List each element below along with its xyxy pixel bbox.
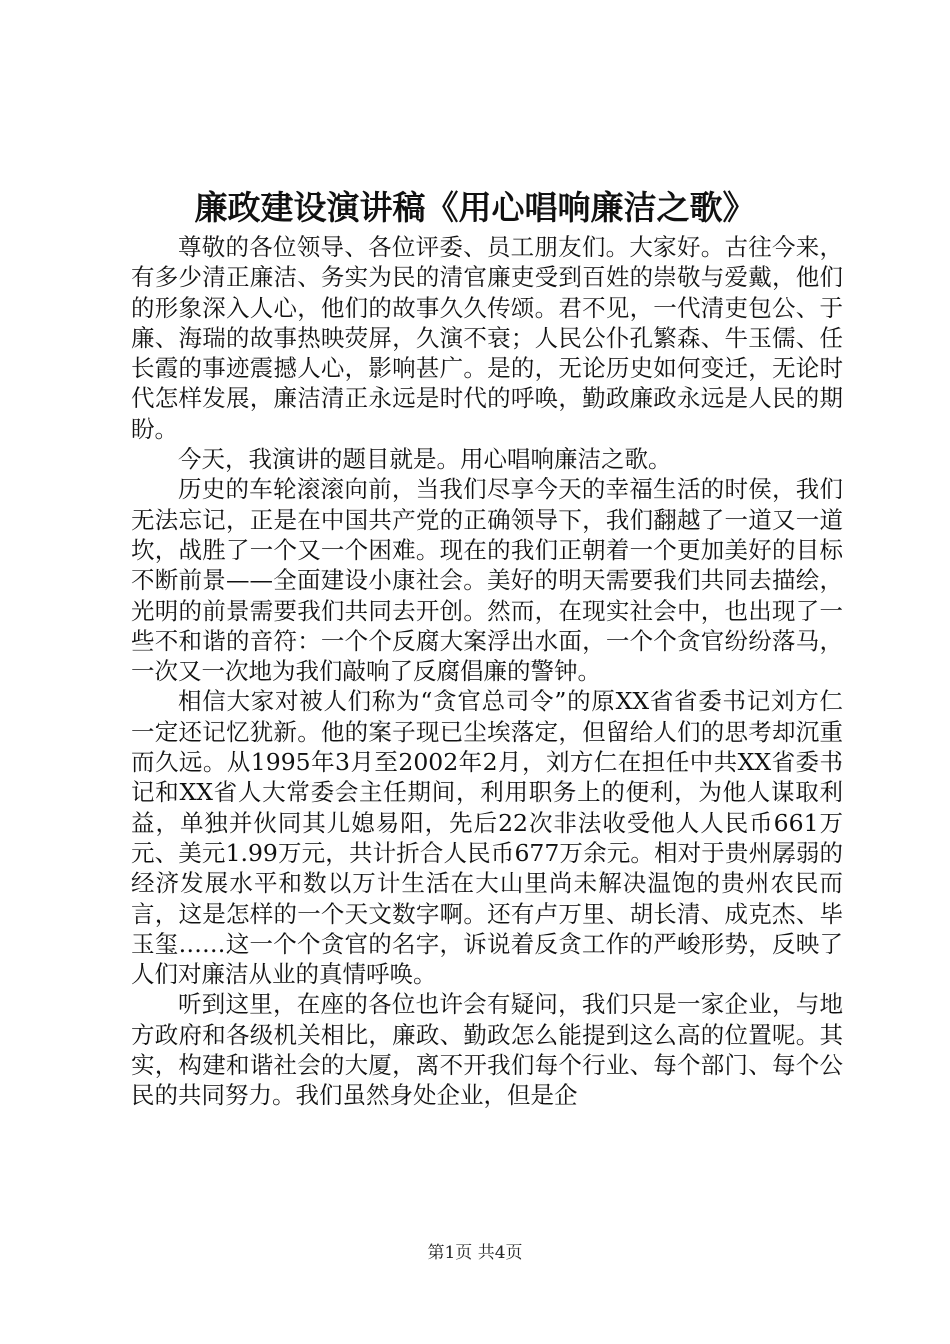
paragraph: 历史的车轮滚滚向前，当我们尽享今天的幸福生活的时侯，我们无法忘记，正是在中国共产党的正确领导下，我们翻越了一道又一道坎，战胜了一个又一个困难。现在的我们正朝着一个更加美好的目标不断前景——全面建设小康社会。美好的明天需要我们共同去描绘，光明的前景需要我们共同去开创。然而，在现实社会中，也出现了一些不和谐的音符：一个个反腐大案浮出水面，一个个贪官纷纷落马，一次又一次地为我们敲响了反腐倡廉的警钟。 <box>131 475 843 686</box>
document-body <box>131 232 843 1111</box>
document-title: 廉政建设演讲稿《用心唱响廉洁之歌》 <box>194 188 756 227</box>
paragraph: 今天，我演讲的题目就是。用心唱响廉洁之歌。 <box>178 445 672 474</box>
paragraph: 尊敬的各位领导、各位评委、员工朋友们。大家好。古往今来，有多少清正廉洁、务实为民的清官廉吏受到百姓的崇敬与爱戴，他们的形象深入人心，他们的故事久久传颂。君不见，一代清吏包公、于廉、海瑞的故事热映荧屏，久演不衰；人民公仆孔繁森、牛玉儒、任长霞的事迹震撼人心，影响甚广。是的，无论历史如何变迁，无论时代怎样发展，廉洁清正永远是时代的呼唤，勤政廉政永远是人民的期盼。 <box>131 233 843 443</box>
paragraph: 相信大家对被人们称为“贪官总司令”的原XX省省委书记刘方仁一定还记忆犹新。他的案子现已尘埃落定，但留给人们的思考却沉重而久远。从1995年3月至2002年2月，刘方仁在担任中共XX省委书记和XX省人大常委会主任期间，利用职务上的便利，为他人谋取利益，单独并伙同其儿媳易阳，先后22次非法收受他人人民币661万元、美元1.99万元，共计折合人民币677万余元。相对于贵州孱弱的经济发展水平和数以万计生活在大山里尚未解决温饱的贵州农民而言，这是怎样的一个天文数字啊。还有卢万里、胡长清、成克杰、毕玉玺……这一个个贪官的名字，诉说着反贪工作的严峻形势，反映了人们对廉洁从业的真情呼唤。 <box>131 687 843 989</box>
page-footer: 第1页 共4页 <box>427 1243 523 1263</box>
paragraph: 听到这里，在座的各位也许会有疑问，我们只是一家企业，与地方政府和各级机关相比，廉政、勤政怎么能提到这么高的位置呢。其实，构建和谐社会的大厦，离不开我们每个行业、每个部门、每个公民的共同努力。我们虽然身处企业，但是企 <box>131 990 843 1110</box>
